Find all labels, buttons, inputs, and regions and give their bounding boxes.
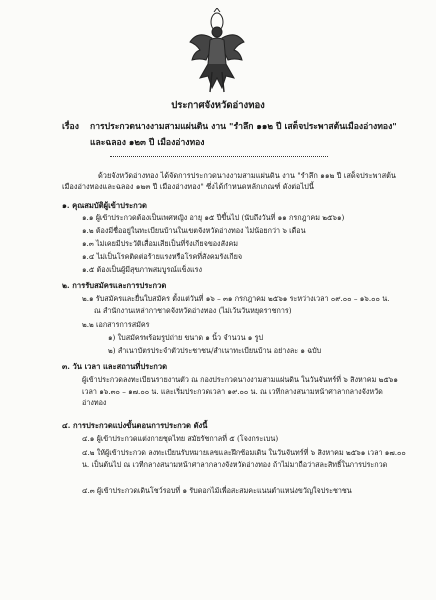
section-1-heading: ๑. คุณสมบัติผู้เข้าประกวด	[62, 201, 147, 210]
section-2-doc-2: ๒) สำเนาบัตรประจำตัวประชาชน/สำเนาทะเบียนบ้าน อย่างละ ๑ ฉบับ	[108, 346, 322, 355]
section-1-item-5: ๑.๕ ต้องเป็นผู้มีสุขภาพสมบูรณ์แข็งแรง	[82, 265, 203, 274]
section-4-item-1: ๔.๑ ผู้เข้าประกวดแต่งกายชุดไทย สมัยรัชกาลที่ ๕ (โจงกระเบน)	[82, 434, 279, 443]
section-4-heading: ๔. การประกวดแบ่งขั้นตอนการประกวด ดังนี้	[62, 421, 208, 430]
section-4-item-2: ๔.๒ ให้ผู้เข้าประกวด ลงทะเบียนรับหมายเลขและฝึกซ้อมเดิน ในวันจันทร์ที่ ๖ สิงหาคม ๒๕๖๑ เวลา ๑๗.๐๐ น. เป็นต้นไป ณ เวทีกลางสนามหน้าศาลากลางจังหวัดอ่างทอง ถ้าไม่มาถือว่าสละสิทธิ์ในการประกวด	[82, 448, 406, 469]
section-3-text: ผู้เข้าประกวดลงทะเบียนรายงานตัว ณ กองประกวดนางงามสามแผ่นดิน ในวันจันทร์ที่ ๖ สิงหาคม ๒๕๖๑ เวลา ๑๖.๓๐ – ๑๗.๐๐ น. และเริ่มประกวดเวลา ๑๙.๐๐ น. ณ เวทีกลางสนามหน้าศาลากลางจังหวัดอ่างทอง	[82, 375, 398, 407]
announcement-title: ประกาศจังหวัดอ่างทอง	[171, 100, 265, 111]
subject-line-2: และฉลอง ๑๒๓ ปี เมืองอ่างทอง	[90, 138, 205, 148]
subject-line-1: การประกวดนางงามสามแผ่นดิน งาน "รำลึก ๑๑๒ ปี เสด็จประพาสต้นเมืองอ่างทอง"	[90, 122, 397, 132]
section-3-heading: ๓. วัน เวลา และสถานที่ประกวด	[62, 362, 168, 371]
section-2-heading: ๒. การรับสมัครและการประกวด	[62, 281, 167, 290]
section-2-doc-1: ๑) ใบสมัครพร้อมรูปถ่าย ขนาด ๑ นิ้ว จำนวน ๑ รูป	[108, 333, 264, 342]
garuda-emblem-icon	[186, 8, 248, 94]
section-1-item-3: ๑.๓ ไม่เคยมีประวัติเสื่อมเสียเป็นที่รังเกียจของสังคม	[82, 239, 239, 248]
section-4-item-3: ๔.๓ ผู้เข้าประกวดเดินโชว์รอบที่ ๑ รับดอกไม้เพื่อสะสมคะแนนตำแหน่งขวัญใจประชาชน	[82, 486, 352, 495]
dotted-divider	[110, 156, 328, 157]
subject-label: เรื่อง	[62, 122, 79, 132]
section-2-item-2: ๒.๒ เอกสารการสมัคร	[82, 320, 150, 329]
intro-paragraph: ด้วยจังหวัดอ่างทอง ได้จัดการประกวดนางงามสามแผ่นดิน งาน "รำลึก ๑๑๒ ปี เสด็จประพาสต้นเมืองอ่างทองและฉลอง ๑๒๓ ปี เมืองอ่างทอง" ซึ่งได้กำหนดหลักเกณฑ์ ดังต่อไปนี้	[62, 171, 396, 191]
section-2-item-1a: ๒.๑ รับสมัครและยื่นใบสมัคร ตั้งแต่วันที่ ๑๖ – ๓๑ กรกฎาคม ๒๕๖๑ ระหว่างเวลา ๐๙.๐๐ – ๑๖.๐๐ น.	[82, 294, 390, 303]
section-1-item-1: ๑.๑ ผู้เข้าประกวดต้องเป็นเพศหญิง อายุ ๑๕ ปีขึ้นไป (นับถึงวันที่ ๑๑ กรกฎาคม ๒๕๖๑)	[82, 213, 345, 222]
section-1-item-2: ๑.๒ ต้องมีชื่ออยู่ในทะเบียนบ้านในเขตจังหวัดอ่างทอง ไม่น้อยกว่า ๖ เดือน	[82, 226, 306, 235]
section-2-item-1b: ณ สำนักงานเหล่ากาชาดจังหวัดอ่างทอง (ไม่เว้นวันหยุดราชการ)	[94, 306, 292, 315]
section-1-item-4: ๑.๔ ไม่เป็นโรคติดต่อร้ายแรงหรือโรคที่สังคมรังเกียจ	[82, 252, 243, 261]
